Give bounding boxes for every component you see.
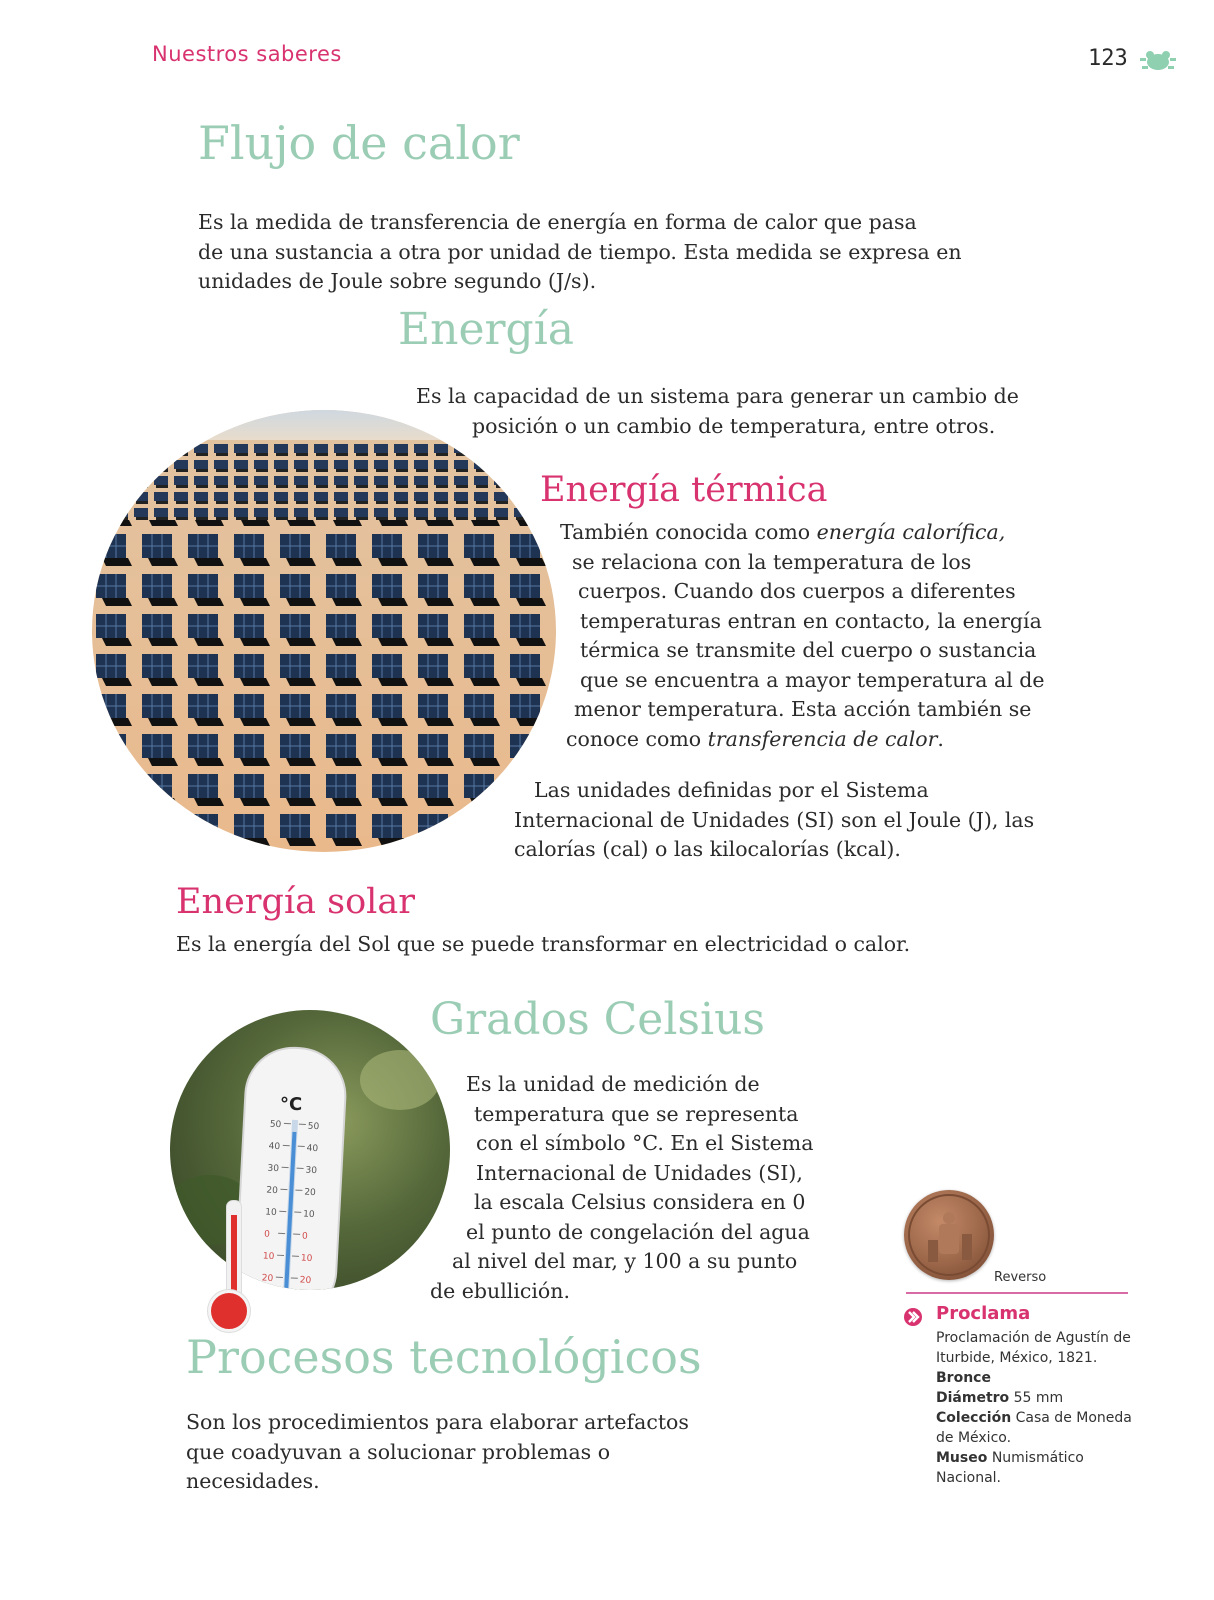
coin-coleccion-label: Colección [936,1410,1012,1426]
termica-line-text: . [937,726,944,751]
flujo-title: Flujo de calor [198,116,520,170]
coin-diametro [936,1388,1136,1408]
coin-material [936,1368,1136,1388]
flujo-line: unidades de Joule sobre segundo (J/s). [198,269,597,293]
units-line: Las unidades definidas por el Sistema [534,778,929,802]
scale-label-right: 0 [301,1231,308,1242]
section-header: Nuestros saberes [152,42,342,66]
scale-label-left: 10 [262,1251,275,1263]
coin-title: Proclama [936,1303,1031,1324]
procesos-line: Son los procedimientos para elaborar artefactos [186,1410,689,1434]
scale-label-left: 10 [264,1207,277,1219]
thermometer-bulb [208,1290,250,1332]
scale-label-right: 10 [302,1209,315,1221]
termica-line: se relaciona con la temperatura de los [572,549,972,574]
procesos-line: que coadyuvan a solucionar problemas o [186,1439,611,1464]
coin-museo [936,1448,1136,1468]
flujo-line: de una sustancia a otra por unidad de tiempo. Esta medida se expresa en [198,239,962,264]
termica-emphasis: transferencia de calor [707,726,938,751]
scale-label-right: 40 [306,1143,319,1155]
scale-label-left: 20 [261,1273,274,1285]
coin-diametro-value: 55 mm [1013,1390,1064,1406]
thermometer-image [170,1010,450,1290]
termica-line: térmica se transmite del cuerpo o sustancia [580,638,1037,662]
scale-label-left: 50 [269,1119,282,1131]
termica-line: menor temperatura. Esta acción también se [574,697,1032,721]
coin-diametro-label: Diámetro [936,1390,1010,1406]
termica-line-text: conoce como [566,726,708,751]
thermometer-unit: °C [280,1094,303,1115]
celsius-line: el punto de congelación del agua [466,1219,810,1244]
coin-divider [906,1292,1128,1294]
scale-label-right: 30 [305,1165,318,1177]
procesos-line: necesidades. [186,1469,320,1493]
scale-label-left: 0 [263,1229,271,1240]
scale-label-left: 20 [266,1185,279,1197]
termica-line-text: También conocida como [560,520,817,544]
page-number: 123 [1088,46,1128,71]
coin-museo-value: Numismático [991,1450,1084,1466]
coin-material-value: Bronce [936,1370,991,1386]
scale-label-left: 30 [267,1163,280,1175]
celsius-line: con el símbolo °C. En el Sistema [476,1131,814,1155]
coin-desc-line: Proclamación de Agustín de [936,1330,1131,1346]
energia-paragraph [416,382,1019,441]
coin-coleccion-cont: de México. [936,1430,1012,1446]
coin-caption [936,1328,1136,1488]
coin-relief [904,1190,994,1280]
procesos-paragraph [186,1408,689,1497]
coin-side-label: Reverso [994,1270,1047,1285]
energia-line: posición o un cambio de temperatura, entre otros. [472,413,996,438]
scale-label-right: 20 [304,1187,317,1199]
termica-line: que se encuentra a mayor temperatura al de [580,667,1045,692]
celsius-paragraph [430,1070,813,1306]
units-line: calorías (cal) o las kilocalorías (kcal). [514,837,901,861]
scale-label-left: 40 [268,1141,281,1153]
celsius-title: Grados Celsius [430,994,765,1045]
coin-desc-line: Iturbide, México, 1821. [936,1350,1098,1366]
thermometer-illustration [170,1010,450,1290]
termica-title: Energía térmica [540,470,828,510]
termica-line [560,518,1045,548]
coin-image [904,1190,994,1280]
units-line: Internacional de Unidades (SI) son el Joule (J), las [514,807,1035,832]
celsius-line: la escala Celsius considera en 0 [474,1190,806,1214]
coin-museo-cont: Nacional. [936,1470,1001,1486]
termica-line [560,725,1045,755]
termica-line: cuerpos. Cuando dos cuerpos a diferentes [578,579,1016,603]
coin-coleccion-value: Casa de Moneda [1015,1410,1132,1426]
solar-title: Energía solar [176,882,415,922]
solar-paragraph [176,930,910,960]
solar-line: Es la energía del Sol que se puede transformar en electricidad o calor. [176,932,911,956]
termica-emphasis: energía calorífica, [816,520,1006,544]
coin-museo-label: Museo [936,1450,988,1466]
celsius-line: temperatura que se representa [474,1101,799,1126]
scale-label-right: 10 [300,1253,313,1265]
scale-label-right: 20 [299,1275,312,1287]
procesos-title: Procesos tecnológicos [186,1330,702,1384]
coin-coleccion [936,1408,1136,1428]
energia-line: Es la capacidad de un sistema para generar un cambio de [416,384,1019,408]
mascot-icon [1138,46,1178,76]
flujo-line: Es la medida de transferencia de energía en forma de calor que pasa [198,210,917,234]
units-paragraph [514,776,1034,865]
chevron-right-icon [904,1308,922,1326]
celsius-line: de ebullición. [430,1278,570,1303]
solar-panels-image [92,410,556,852]
solar-panels-illustration [92,410,556,852]
scale-label-right: 50 [307,1121,320,1133]
energia-title: Energía [398,304,574,355]
celsius-line: al nivel del mar, y 100 a su punto [452,1249,798,1273]
termica-paragraph [560,518,1045,754]
celsius-line: Es la unidad de medición de [466,1072,760,1096]
flujo-paragraph [198,208,962,297]
termica-line: temperaturas entran en contacto, la energía [580,608,1042,633]
celsius-line: Internacional de Unidades (SI), [476,1160,803,1185]
